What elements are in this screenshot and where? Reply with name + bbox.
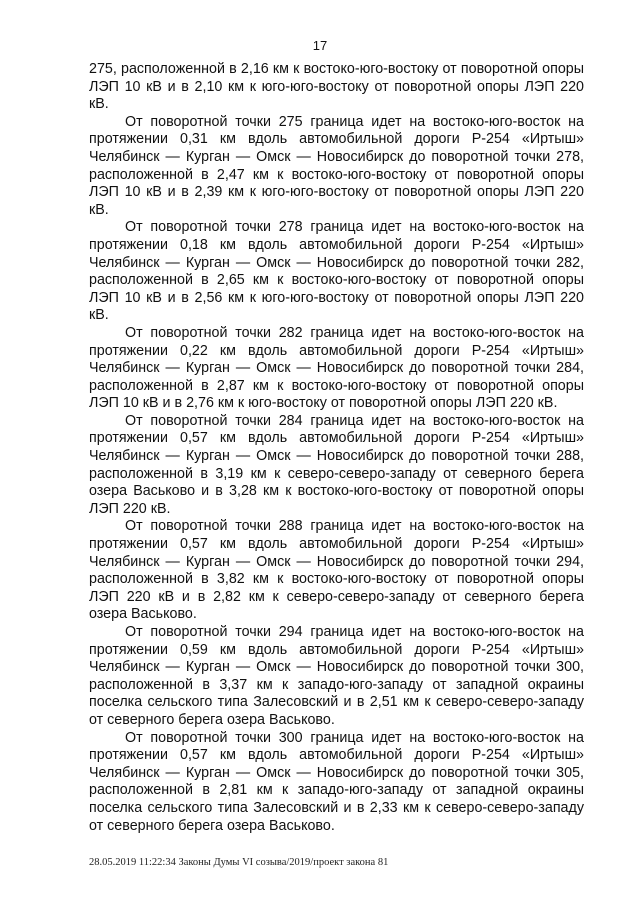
paragraph: От поворотной точки 300 граница идет на востоко-юго-восток на протяжении 0,57 км вдоль автомобильной дороги Р-254 «Иртыш» Челябинск — Курган — Омск — Новосибирск до поворотной точки 305, расположенной в 2,81 км к западо-юго-западу от западной окраины поселка сельского типа Залесовский и в 2,33 км к северо-северо-западу от северного берега озера Васьково. (89, 729, 584, 834)
paragraph: От поворотной точки 284 граница идет на востоко-юго-восток на протяжении 0,57 км вдоль автомобильной дороги Р-254 «Иртыш» Челябинск — Курган — Омск — Новосибирск до поворотной точки 288, расположенной в 3,19 км к северо-северо-западу от северного берега озера Васьково и в 3,28 км к востоко-юго-востоку от поворотной опоры ЛЭП 220 кВ. (89, 412, 584, 517)
page-number: 17 (312, 38, 328, 53)
paragraph: От поворотной точки 275 граница идет на востоко-юго-восток на протяжении 0,31 км вдоль автомобильной дороги Р-254 «Иртыш» Челябинск — Курган — Омск — Новосибирск до поворотной точки 278, расположенной в 2,47 км к востоко-юго-востоку от поворотной опоры ЛЭП 10 кВ и в 2,39 км к юго-юго-востоку от поворотной опоры ЛЭП 220 кВ. (89, 113, 584, 218)
document-footer: 28.05.2019 11:22:34 Законы Думы VI созыва/2019/проект закона 81 (89, 857, 389, 868)
paragraph: 275, расположенной в 2,16 км к востоко-юго-востоку от поворотной опоры ЛЭП 10 кВ и в 2,10 км к юго-юго-востоку от поворотной опоры ЛЭП 220 кВ. (89, 61, 584, 113)
paragraph: От поворотной точки 278 граница идет на востоко-юго-восток на протяжении 0,18 км вдоль автомобильной дороги Р-254 «Иртыш» Челябинск — Курган — Омск — Новосибирск до поворотной точки 282, расположенной в 2,65 км к востоко-юго-востоку от поворотной опоры ЛЭП 10 кВ и в 2,56 км к юго-юго-востоку от поворотной опоры ЛЭП 220 кВ. (89, 219, 584, 324)
paragraph: От поворотной точки 282 граница идет на востоко-юго-восток на протяжении 0,22 км вдоль автомобильной дороги Р-254 «Иртыш» Челябинск — Курган — Омск — Новосибирск до поворотной точки 284, расположенной в 2,87 км к востоко-юго-востоку от поворотной опоры ЛЭП 10 кВ и в 2,76 км к юго-востоку от поворотной опоры ЛЭП 220 кВ. (89, 324, 584, 412)
paragraph: От поворотной точки 294 граница идет на востоко-юго-восток на протяжении 0,59 км вдоль автомобильной дороги Р-254 «Иртыш» Челябинск — Курган — Омск — Новосибирск до поворотной точки 300, расположенной в 3,37 км к западо-юго-западу от западной окраины поселка сельского типа Залесовский и в 2,51 км к северо-северо-западу от северного берега озера Васьково. (89, 624, 584, 728)
paragraph: От поворотной точки 288 граница идет на востоко-юго-восток на протяжении 0,57 км вдоль автомобильной дороги Р-254 «Иртыш» Челябинск — Курган — Омск — Новосибирск до поворотной точки 294, расположенной в 3,82 км к востоко-юго-востоку от поворотной опоры ЛЭП 220 кВ и в 2,82 км к северо-северо-западу от северного берега озера Васьково. (89, 518, 584, 623)
document-body (89, 61, 584, 835)
